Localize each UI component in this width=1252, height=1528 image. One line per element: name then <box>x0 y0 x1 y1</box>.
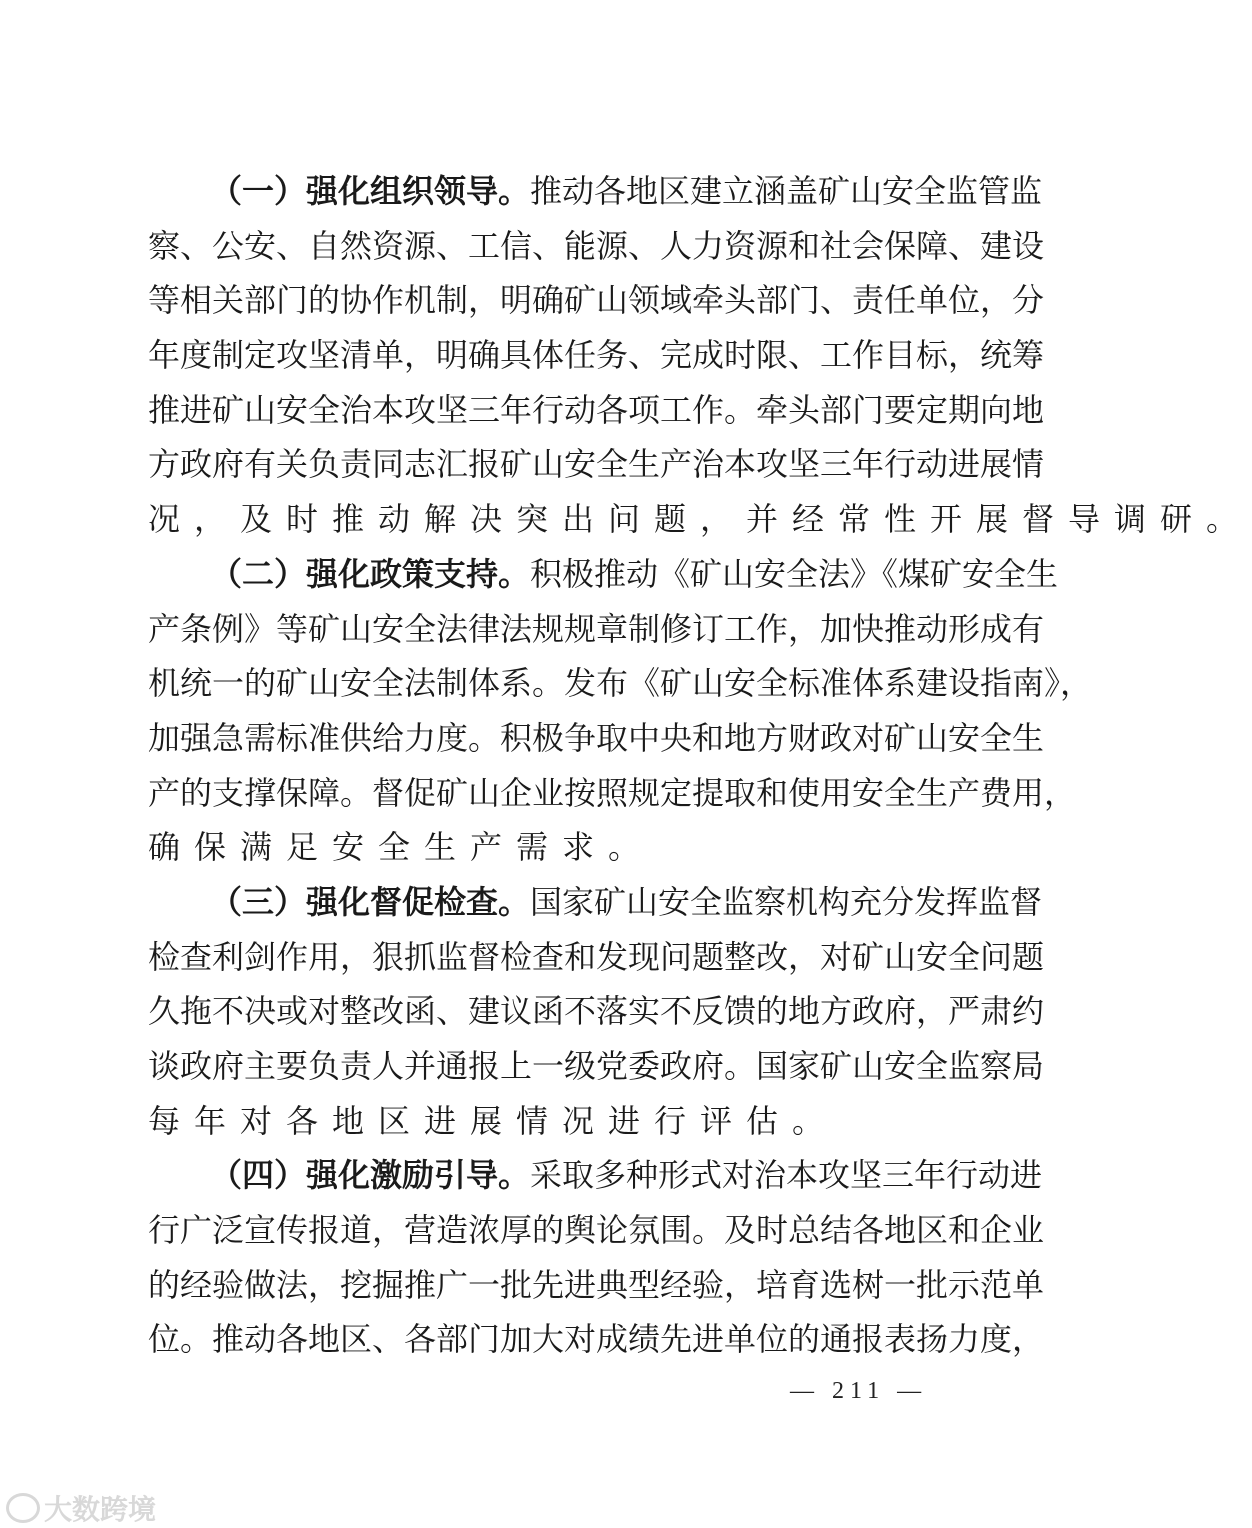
line-text: 推动各地区建立涵盖矿山安全监管监 <box>530 172 1043 210</box>
line-text: 行广泛宣传报道，营造浓厚的舆论氛围。及时总结各地区和企业 <box>148 1211 1045 1250</box>
text-line <box>148 602 1045 657</box>
text-line <box>148 164 1043 219</box>
line-text: 机统一的矿山安全法制体系。发布《矿山安全标准体系建设指南》， <box>148 664 1093 703</box>
line-text: 采取多种形式对治本攻坚三年行动进 <box>530 1156 1043 1195</box>
text-line <box>148 766 1077 821</box>
line-text: 方政府有关负责同志汇报矿山安全生产治本攻坚三年行动进展情 <box>148 445 1045 484</box>
text-line <box>148 656 1093 711</box>
text-line <box>148 1148 1043 1203</box>
line-text: 产条例》等矿山安全法律法规规章制修订工作，加快推动形成有 <box>148 609 1045 648</box>
text-line <box>148 383 1045 438</box>
watermark-logo-icon <box>6 1493 40 1523</box>
paragraph <box>148 547 1093 875</box>
section-heading: （三）强化督促检查。 <box>210 882 531 921</box>
text-line <box>148 1312 1045 1367</box>
line-text: 每年对各地区进展情况进行评估。 <box>148 1101 839 1140</box>
text-line <box>148 820 946 875</box>
line-text: 位。推动各地区、各部门加大对成绩先进单位的通报表扬力度， <box>148 1320 1045 1359</box>
text-line <box>148 437 1045 492</box>
section-heading: （二）强化政策支持。 <box>210 554 531 593</box>
line-text: 检查利剑作用，狠抓监督检查和发现问题整改，对矿山安全问题 <box>148 937 1045 976</box>
text-line <box>148 1094 946 1149</box>
line-text: 久拖不决或对整改函、建议函不落实不反馈的地方政府，严肃约 <box>148 992 1045 1031</box>
line-text: 谈政府主要负责人并通报上一级党委政府。国家矿山安全监察局 <box>148 1047 1045 1085</box>
text-line <box>148 875 1043 930</box>
text-line <box>148 1039 1045 1094</box>
page-number: — 211 — <box>790 1378 928 1404</box>
line-text: 的经验做法，挖掘推广一批先进典型经验，培育选树一批示范单 <box>148 1265 1045 1304</box>
line-text: 况，及时推动解决突出问题，并经常性开展督导调研。 <box>148 500 1252 539</box>
text-line <box>148 711 1045 766</box>
text-line <box>148 984 1045 1039</box>
section-heading: （一）强化组织领导。 <box>210 172 531 210</box>
section-heading: （四）强化激励引导。 <box>210 1156 531 1195</box>
text-line <box>148 492 1252 547</box>
line-text: 察、公安、自然资源、工信、能源、人力资源和社会保障、建设 <box>148 226 1045 265</box>
text-line <box>148 328 1045 383</box>
paragraph <box>148 164 1252 547</box>
line-text: 加强急需标准供给力度。积极争取中央和地方财政对矿山安全生 <box>148 718 1045 757</box>
document-body <box>148 164 1252 1367</box>
text-line <box>148 273 1045 328</box>
text-line <box>148 547 1059 602</box>
text-line <box>148 930 1045 985</box>
text-line <box>148 219 1045 274</box>
line-text: 国家矿山安全监察机构充分发挥监督 <box>530 882 1043 921</box>
line-text: 推进矿山安全治本攻坚三年行动各项工作。牵头部门要定期向地 <box>148 390 1045 429</box>
line-text: 年度制定攻坚清单，明确具体任务、完成时限、工作目标，统筹 <box>148 336 1045 375</box>
watermark <box>6 1488 156 1528</box>
paragraph <box>148 875 1045 1148</box>
text-line <box>148 1258 1045 1313</box>
line-text: 产的支撑保障。督促矿山企业按照规定提取和使用安全生产费用， <box>148 773 1077 812</box>
watermark-text: 大数跨境 <box>44 1493 157 1526</box>
line-text: 确保满足安全生产需求。 <box>148 828 655 867</box>
text-line <box>148 1203 1045 1258</box>
line-text: 积极推动《矿山安全法》《煤矿安全生 <box>530 554 1059 593</box>
line-text: 等相关部门的协作机制，明确矿山领域牵头部门、责任单位，分 <box>148 281 1045 320</box>
paragraph <box>148 1148 1045 1367</box>
